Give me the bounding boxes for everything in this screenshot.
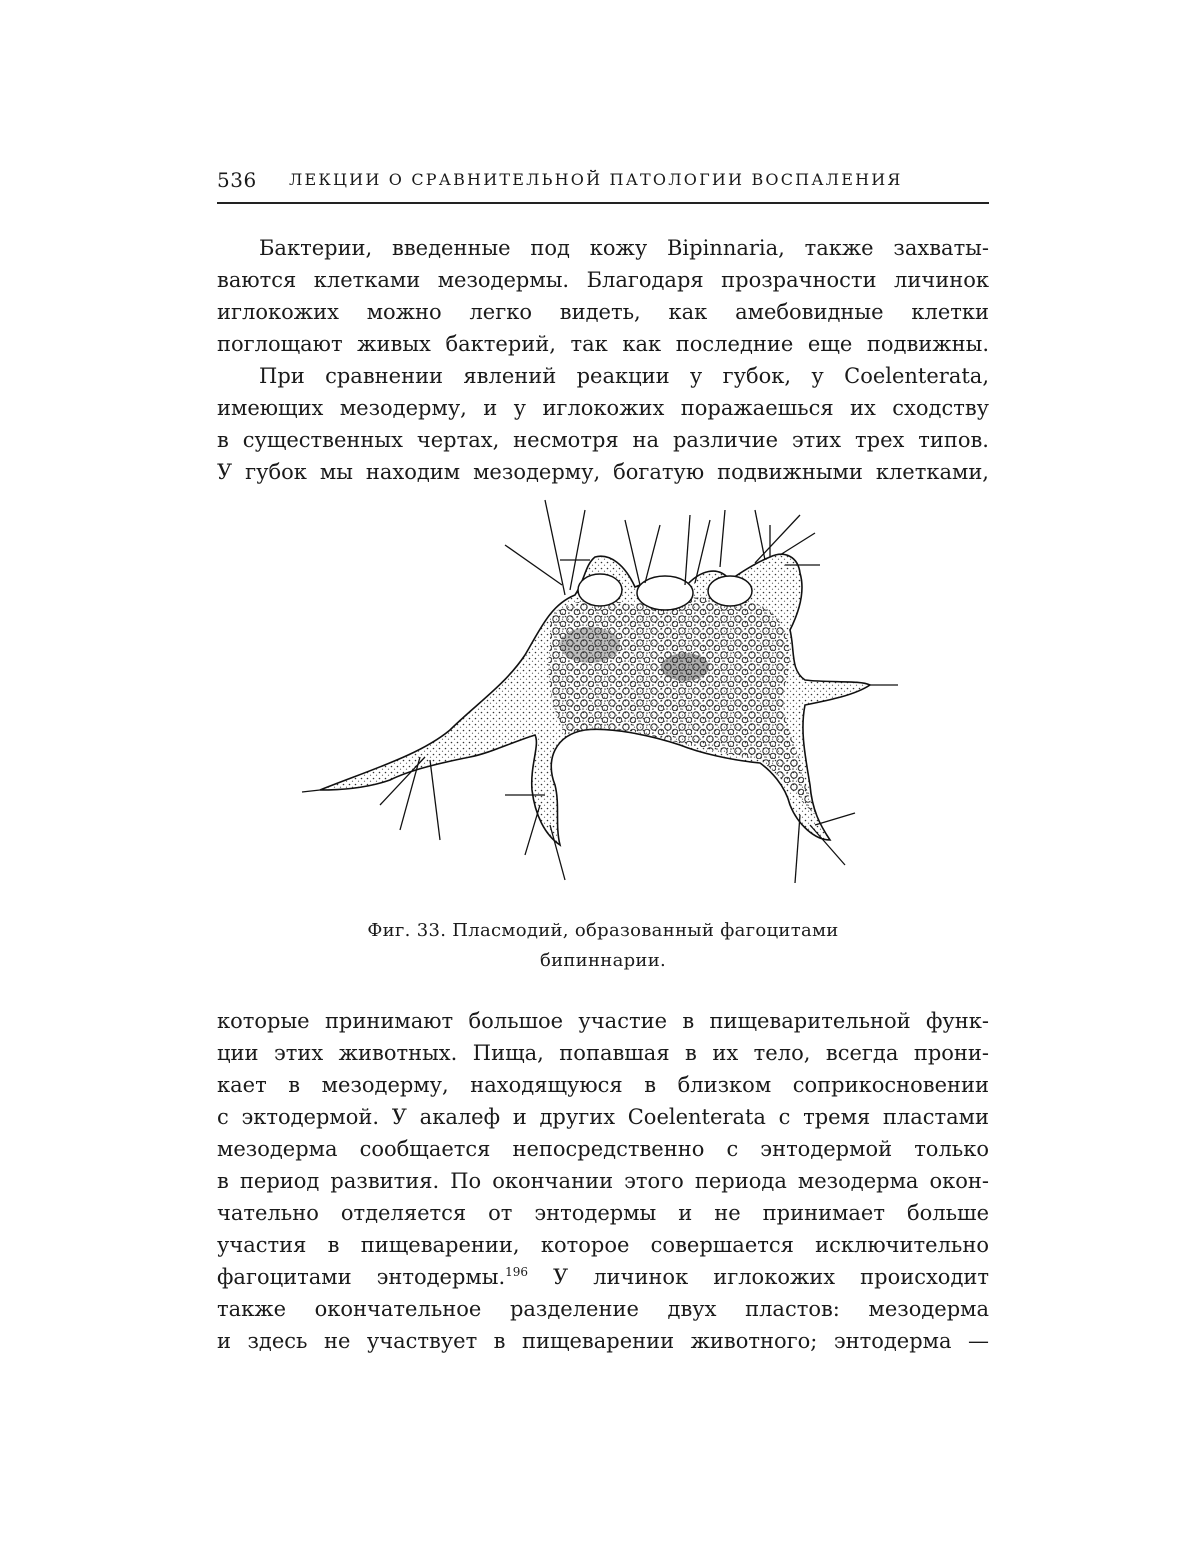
text-line: ции этих животных. Пища, попавшая в их тело, всегда прони- <box>217 1041 989 1065</box>
text-line: У губок мы находим мезодерму, богатую подвижными клетками, <box>217 460 989 484</box>
bottom-text-block <box>217 1005 989 1357</box>
text-line: кает в мезодерму, находящуюся в близком соприкосновении <box>217 1073 989 1097</box>
text-line-with-footnote <box>217 1261 989 1293</box>
text-line: в период развития. По окончании этого периода мезодерма окон- <box>217 1169 989 1193</box>
text-line: иглокожих можно легко видеть, как амебовидные клетки <box>217 300 989 324</box>
figure-caption <box>217 916 989 976</box>
text-line: в существенных чертах, несмотря на различие этих трех типов. <box>217 428 989 452</box>
footnote-reference[interactable]: 196 <box>505 1265 529 1279</box>
text-line: При сравнении явлений реакции у губок, у Coelenterata, <box>259 364 989 388</box>
text-line: ваются клетками мезодермы. Благодаря прозрачности личинок <box>217 268 989 292</box>
text-line: участия в пищеварении, которое совершается исключительно <box>217 1233 989 1257</box>
caption-line: бипиннарии. <box>539 950 667 971</box>
plasmodium-body <box>320 554 870 845</box>
text-line: Бактерии, введенные под кожу Bipinnaria, также захваты- <box>259 236 989 260</box>
text-fragment: фагоцитами энтодермы. <box>217 1265 506 1289</box>
text-line: чательно отделяется от энтодермы и не принимает больше <box>217 1201 989 1225</box>
page-header <box>217 168 989 204</box>
text-line: имеющих мезодерму, и у иглокожих поражаешься их сходству <box>217 396 989 420</box>
top-text-block <box>217 232 989 488</box>
plasmodium-illustration <box>300 495 900 895</box>
caption-line: Фиг. 33. Плаcмодий, образованный фагоцитами <box>367 920 839 941</box>
text-line: которые принимают большое участие в пищеварительной функ- <box>217 1009 989 1033</box>
text-line: и здесь не участвует в пищеварении животного; энтодерма — <box>217 1329 989 1353</box>
plasmodium-figure <box>300 495 900 895</box>
text-line: с эктодермой. У акалеф и других Coelenterata с тремя пластами <box>217 1105 989 1129</box>
text-fragment: У личинок иглокожих происходит <box>528 1265 989 1289</box>
text-line: также окончательное разделение двух пластов: мезодерма <box>217 1297 989 1321</box>
running-title: ЛЕКЦИИ О СРАВНИТЕЛЬНОЙ ПАТОЛОГИИ ВОСПАЛЕНИЯ <box>289 170 903 189</box>
text-line: мезодерма сообщается непосредственно с энтодермой только <box>217 1137 989 1161</box>
page-number: 536 <box>217 168 257 192</box>
text-line: поглощают живых бактерий, так как последние еще подвижны. <box>217 332 989 356</box>
